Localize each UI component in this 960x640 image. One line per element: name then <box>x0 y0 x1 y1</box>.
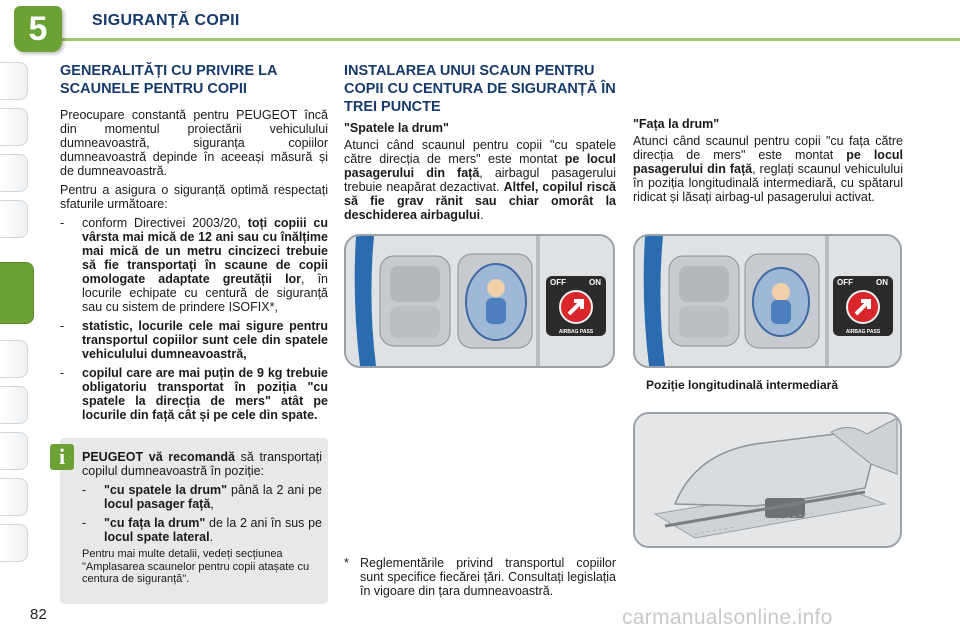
info-plain: de la 2 ani în sus pe <box>205 516 322 530</box>
airbag-switch-panel <box>546 276 606 336</box>
seat-position-caption: Poziție longitudinală intermediară <box>646 378 839 392</box>
advice-paragraph: Pentru a asigura o siguranță optimă respectați sfaturile următoare: <box>60 183 328 211</box>
info-note: Pentru mai multe detalii, vedeți secțiunea "Amplasarea scaunelor pentru copii atașate cu centura de siguranță". <box>82 548 310 585</box>
page-header <box>0 0 960 48</box>
bullet-dash: - <box>82 516 87 530</box>
side-tab-2[interactable] <box>0 108 28 146</box>
forward-facing-text <box>633 134 903 204</box>
info-plain: până la 2 ani pe <box>227 483 322 497</box>
airbag-off-label: OFF <box>837 278 853 287</box>
chapter-number: 5 <box>28 10 48 48</box>
switch-arrow-icon <box>561 292 591 322</box>
subheading-rear-facing: "Spatele la drum" <box>344 121 449 135</box>
subheading-forward-facing: "Fața la drum" <box>633 117 720 131</box>
bullet-item <box>60 319 328 361</box>
bullet-plain: , în locurile echipate cu centură de siguranță sau cu sistem de prindere ISOFIX*, <box>82 272 328 314</box>
middle-column <box>344 62 616 222</box>
bullet-item <box>60 366 328 422</box>
section-heading-installation: INSTALAREA UNUI SCAUN PENTRU COPII CU CENTURA DE SIGURANȚĂ ÎN TREI PUNCTE <box>344 63 616 115</box>
footnote <box>344 556 616 598</box>
seat-adjustment-illustration <box>633 412 902 548</box>
info-content <box>82 450 322 586</box>
side-tab-6[interactable] <box>0 340 28 378</box>
side-tab-1[interactable] <box>0 62 28 100</box>
side-tab-9[interactable] <box>0 478 28 516</box>
airbag-on-label: ON <box>589 278 601 287</box>
bullet-bold: statistic, locurile cele mai sigure pentru transportul copiilor sunt cele din spatele vehiculului dumneavoastră, <box>82 319 328 361</box>
info-item <box>82 483 322 511</box>
text-plain: , reglați scaunul vehiculului în poziția longitudinală intermediară, cu spătarul ridicat și lăsați airbag-ul pasagerului activat. <box>633 162 903 204</box>
page-number: 82 <box>30 606 47 623</box>
info-lead-plain: să transportați copilul dumneavoastră în poziție: <box>82 450 322 478</box>
footnote-text: Reglementările privind transportul copiilor sunt specifice fiecărei țări. Consultați legislația în vigoare din țara dumneavoastră. <box>360 556 616 598</box>
info-item-text <box>104 483 322 511</box>
seat-adjustment-drawing <box>635 414 900 546</box>
info-plain: . <box>209 530 214 544</box>
text-plain: , airbagul pasagerului trebuie neapărat dezactivat. <box>344 166 616 194</box>
info-item <box>82 516 322 544</box>
footnote-mark: * <box>344 556 349 570</box>
info-plain: , <box>210 497 214 511</box>
header-rule <box>62 38 960 41</box>
bullet-bold: copilul care are mai puțin de 9 kg trebuie obligatoriu transportat în poziția "cu spatele la direcția de mers" atât pe locurile din față cât și pe cele din spate. <box>82 366 328 422</box>
bullet-bold: toți copiii cu vârsta mai mică de 12 ani sau cu înălțime mai mică de un metru cincizeci trebuie să fie transportați în scaune de copii omologate adaptate greutății lor <box>82 216 328 286</box>
side-tab-8[interactable] <box>0 432 28 470</box>
bullet-dash: - <box>82 483 87 497</box>
airbag-switch-knob[interactable] <box>846 290 880 324</box>
info-bold: locul spate lateral <box>104 530 210 544</box>
side-tab-3[interactable] <box>0 154 28 192</box>
text-bold: pe locul pasagerului din față <box>633 148 904 176</box>
text-plain: Atunci când scaunul pentru copii "cu fața către direcția de mers" este montat <box>633 134 903 162</box>
rear-facing-text <box>344 138 616 222</box>
bullet-dash: - <box>60 216 65 230</box>
side-tab-active[interactable] <box>0 262 34 324</box>
side-tab-7[interactable] <box>0 386 28 424</box>
text-bold: pe locul pasagerului din față <box>344 152 616 180</box>
bullet-dash: - <box>60 366 65 380</box>
side-tab-10[interactable] <box>0 524 28 562</box>
info-item-text <box>104 516 322 544</box>
airbag-label: AIRBAG PASS <box>558 329 594 335</box>
bullet-dash: - <box>60 319 65 333</box>
section-heading-generalities: GENERALITĂȚI CU PRIVIRE LA SCAUNELE PENTRU COPII <box>60 63 277 97</box>
airbag-switch-panel <box>833 276 893 336</box>
rear-facing-illustration <box>344 234 615 368</box>
right-column <box>633 117 903 204</box>
bullet-item <box>60 216 328 314</box>
text-plain: Atunci când scaunul pentru copii "cu spatele către direcția de mers" este montat <box>344 138 616 166</box>
left-column <box>60 62 328 422</box>
info-bold: "cu fața la drum" <box>104 516 206 530</box>
side-tab-4[interactable] <box>0 200 28 238</box>
info-lead-bold: PEUGEOT vă recomandă <box>82 450 235 464</box>
chapter-title: SIGURANȚĂ COPII <box>92 12 240 29</box>
info-lead <box>82 450 322 478</box>
watermark: carmanualsonline.info <box>622 606 833 629</box>
info-icon: i <box>50 444 74 470</box>
chapter-tab <box>14 6 62 52</box>
bullet-text <box>82 216 328 314</box>
text-bold: Altfel, copilul riscă să fie grav rănit sau chiar omorât la deschiderea airbagului <box>344 180 616 222</box>
text-plain: . <box>480 208 484 222</box>
switch-arrow-icon <box>848 292 878 322</box>
airbag-label: AIRBAG PASS <box>845 329 881 335</box>
airbag-off-label: OFF <box>550 278 566 287</box>
airbag-on-label: ON <box>876 278 888 287</box>
info-bold: locul pasager față <box>104 497 211 511</box>
intro-paragraph: Preocupare constantă pentru PEUGEOT încă din momentul proiectării vehiculului dumneavoastră, siguranța copiilor dumneavoastră depinde în aceeași măsură și de dumneavoastră. <box>60 108 328 178</box>
airbag-switch-knob[interactable] <box>559 290 593 324</box>
bullet-plain: conform Directivei 2003/20, <box>82 216 248 230</box>
forward-facing-illustration <box>633 234 902 368</box>
info-bold: "cu spatele la drum" <box>104 483 228 497</box>
